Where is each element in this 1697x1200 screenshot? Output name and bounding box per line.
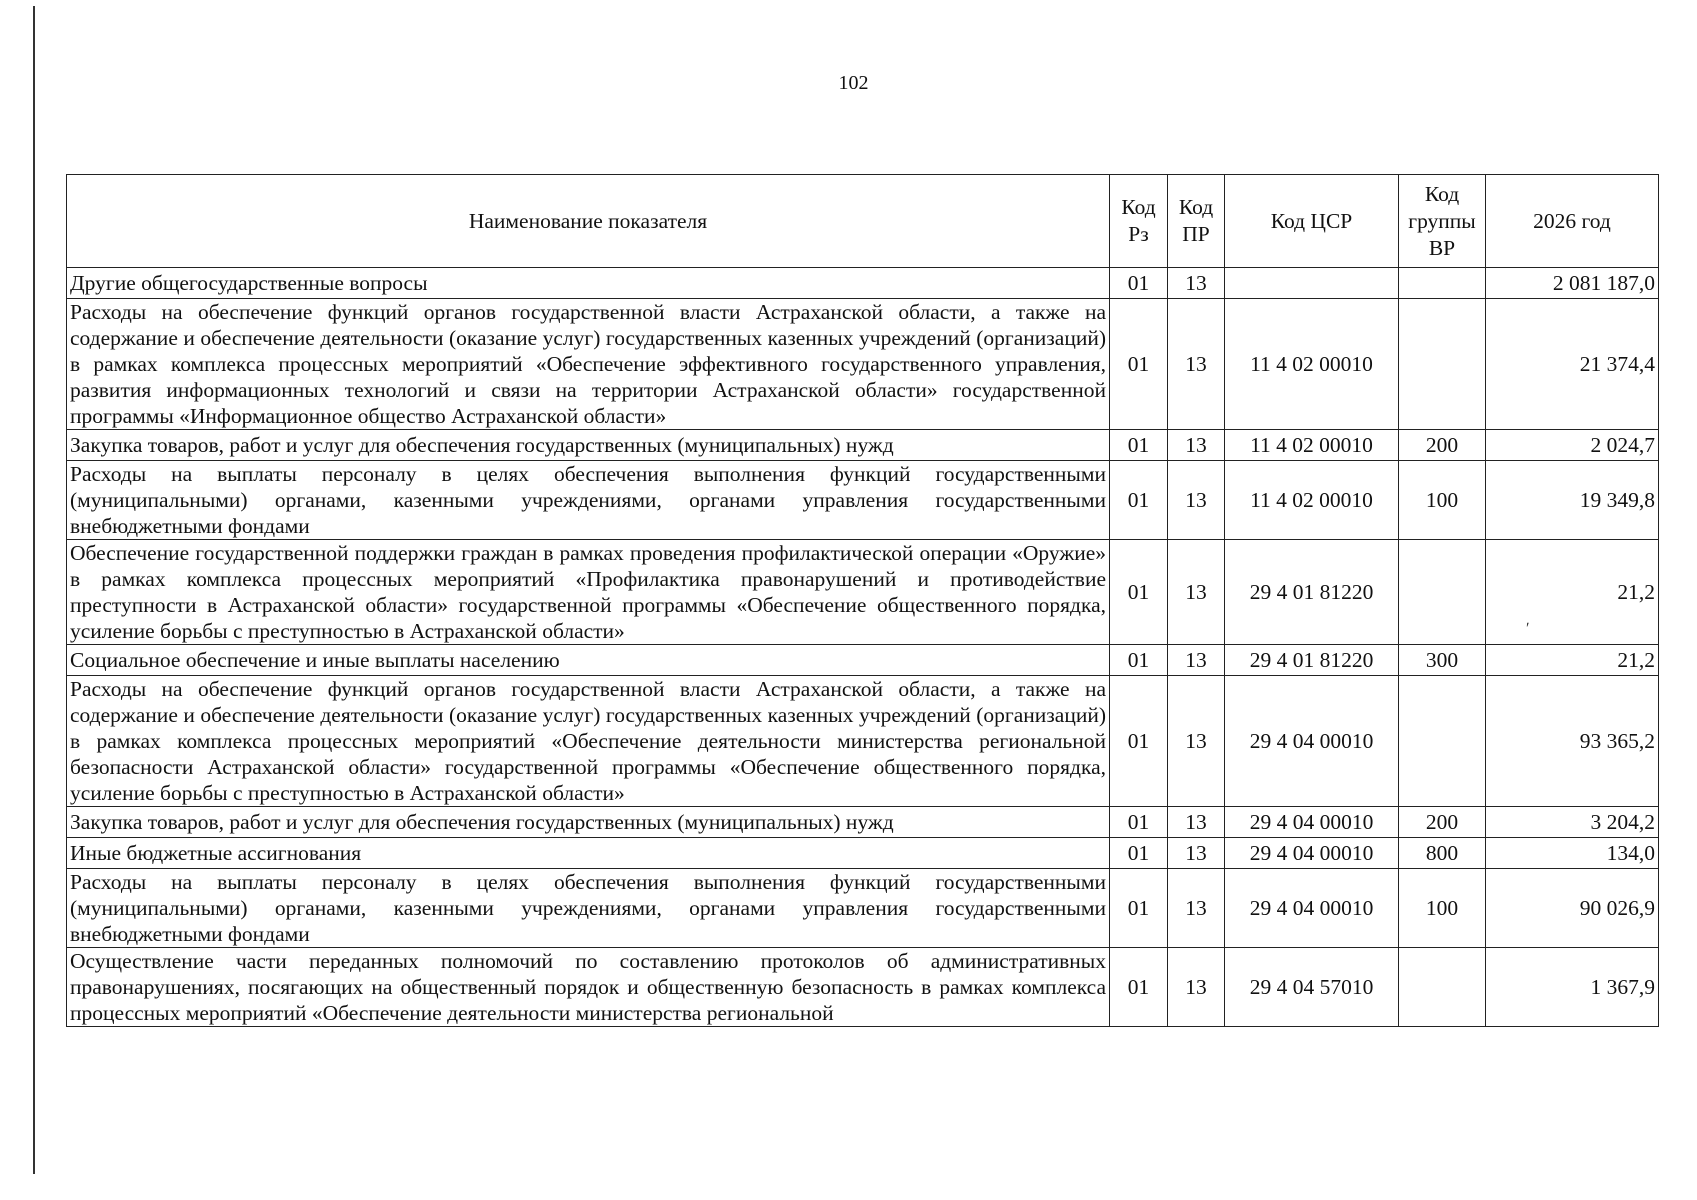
row-pr: 13 [1168,540,1225,645]
table-row [67,299,1659,430]
header-pr: Код ПР [1168,175,1225,268]
row-rz: 01 [1110,948,1168,1027]
row-amount: 1 367,9 [1486,948,1659,1027]
row-amount: 134,0 [1486,838,1659,869]
table-row [67,268,1659,299]
row-amount: 2 024,7 [1486,430,1659,461]
row-name: Закупка товаров, работ и услуг для обеспечения государственных (муниципальных) нужд [67,807,1110,838]
row-vr [1399,676,1486,807]
row-vr: 300 [1399,645,1486,676]
row-pr: 13 [1168,676,1225,807]
header-name: Наименование показателя [67,175,1110,268]
row-pr: 13 [1168,838,1225,869]
row-pr: 13 [1168,461,1225,540]
row-vr [1399,948,1486,1027]
row-csr [1225,268,1399,299]
row-vr: 800 [1399,838,1486,869]
row-csr: 11 4 02 00010 [1225,461,1399,540]
row-rz: 01 [1110,676,1168,807]
row-name: Осуществление части переданных полномочий по составлению протоколов об административных правонарушениях, посягающих на общественный порядок и общественную безопасность в рамках комплекса процессных мероприятий «Обеспечение деятельности министерства региональной [67,948,1110,1027]
row-rz: 01 [1110,838,1168,869]
row-csr: 29 4 04 00010 [1225,838,1399,869]
row-vr: 200 [1399,807,1486,838]
pen-mark: ʹ [1526,620,1530,637]
row-pr: 13 [1168,948,1225,1027]
row-rz: 01 [1110,645,1168,676]
row-pr: 13 [1168,268,1225,299]
row-amount: 19 349,8 [1486,461,1659,540]
row-name: Иные бюджетные ассигнования [67,838,1110,869]
table-row [67,869,1659,948]
row-name: Другие общегосударственные вопросы [67,268,1110,299]
row-name: Социальное обеспечение и иные выплаты населению [67,645,1110,676]
row-amount: 21,2 [1486,540,1659,645]
row-csr: 29 4 01 81220 [1225,540,1399,645]
table-row [67,461,1659,540]
row-csr: 29 4 04 00010 [1225,869,1399,948]
table-header-row [67,175,1659,268]
row-pr: 13 [1168,299,1225,430]
table-row [67,838,1659,869]
scan-edge-line [33,6,35,1174]
row-vr [1399,540,1486,645]
row-vr: 100 [1399,461,1486,540]
row-name: Обеспечение государственной поддержки граждан в рамках проведения профилактической операции «Оружие» в рамках комплекса процессных мероприятий «Профилактика правонарушений и противодействие преступности в Астраханской области» государственной программы «Обеспечение общественного порядка, усиление борьбы с преступностью в Астраханской области» [67,540,1110,645]
row-csr: 11 4 02 00010 [1225,299,1399,430]
row-pr: 13 [1168,807,1225,838]
row-vr: 200 [1399,430,1486,461]
row-name: Расходы на выплаты персоналу в целях обеспечения выполнения функций государственными (муниципальными) органами, казенными учреждениями, органами управления государственными внебюджетными фондами [67,461,1110,540]
row-amount: 21 374,4 [1486,299,1659,430]
row-csr: 29 4 01 81220 [1225,645,1399,676]
row-vr [1399,268,1486,299]
row-pr: 13 [1168,430,1225,461]
row-amount: 21,2 [1486,645,1659,676]
row-csr: 29 4 04 57010 [1225,948,1399,1027]
row-rz: 01 [1110,430,1168,461]
header-year: 2026 год [1486,175,1659,268]
table-row [67,430,1659,461]
table-row [67,807,1659,838]
row-csr: 11 4 02 00010 [1225,430,1399,461]
row-rz: 01 [1110,299,1168,430]
row-rz: 01 [1110,869,1168,948]
row-rz: 01 [1110,807,1168,838]
row-amount: 2 081 187,0 [1486,268,1659,299]
table-row [67,540,1659,645]
row-rz: 01 [1110,540,1168,645]
row-amount: 93 365,2 [1486,676,1659,807]
table-row [67,645,1659,676]
header-rz: Код Рз [1110,175,1168,268]
row-vr [1399,299,1486,430]
row-name: Расходы на обеспечение функций органов государственной власти Астраханской области, а также на содержание и обеспечение деятельности (оказание услуг) государственных казенных учреждений (организаций) в рамках комплекса процессных мероприятий «Обеспечение деятельности министерства региональной безопасности Астраханской области» государственной программы «Обеспечение общественного порядка, усиление борьбы с преступностью в Астраханской области» [67,676,1110,807]
table-row [67,676,1659,807]
row-name: Расходы на выплаты персоналу в целях обеспечения выполнения функций государственными (муниципальными) органами, казенными учреждениями, органами управления государственными внебюджетными фондами [67,869,1110,948]
row-rz: 01 [1110,461,1168,540]
row-name: Закупка товаров, работ и услуг для обеспечения государственных (муниципальных) нужд [67,430,1110,461]
row-pr: 13 [1168,869,1225,948]
budget-table [66,174,1659,1027]
row-vr: 100 [1399,869,1486,948]
table-row [67,948,1659,1027]
row-csr: 29 4 04 00010 [1225,807,1399,838]
header-vr: Код группы ВР [1399,175,1486,268]
page-number: 102 [838,72,869,94]
row-name: Расходы на обеспечение функций органов государственной власти Астраханской области, а также на содержание и обеспечение деятельности (оказание услуг) государственных казенных учреждений (организаций) в рамках комплекса процессных мероприятий «Обеспечение эффективного государственного управления, развития информационных технологий и связи на территории Астраханской области» государственной программы «Информационное общество Астраханской области» [67,299,1110,430]
row-amount: 90 026,9 [1486,869,1659,948]
header-csr: Код ЦСР [1225,175,1399,268]
row-csr: 29 4 04 00010 [1225,676,1399,807]
row-amount: 3 204,2 [1486,807,1659,838]
row-rz: 01 [1110,268,1168,299]
row-pr: 13 [1168,645,1225,676]
